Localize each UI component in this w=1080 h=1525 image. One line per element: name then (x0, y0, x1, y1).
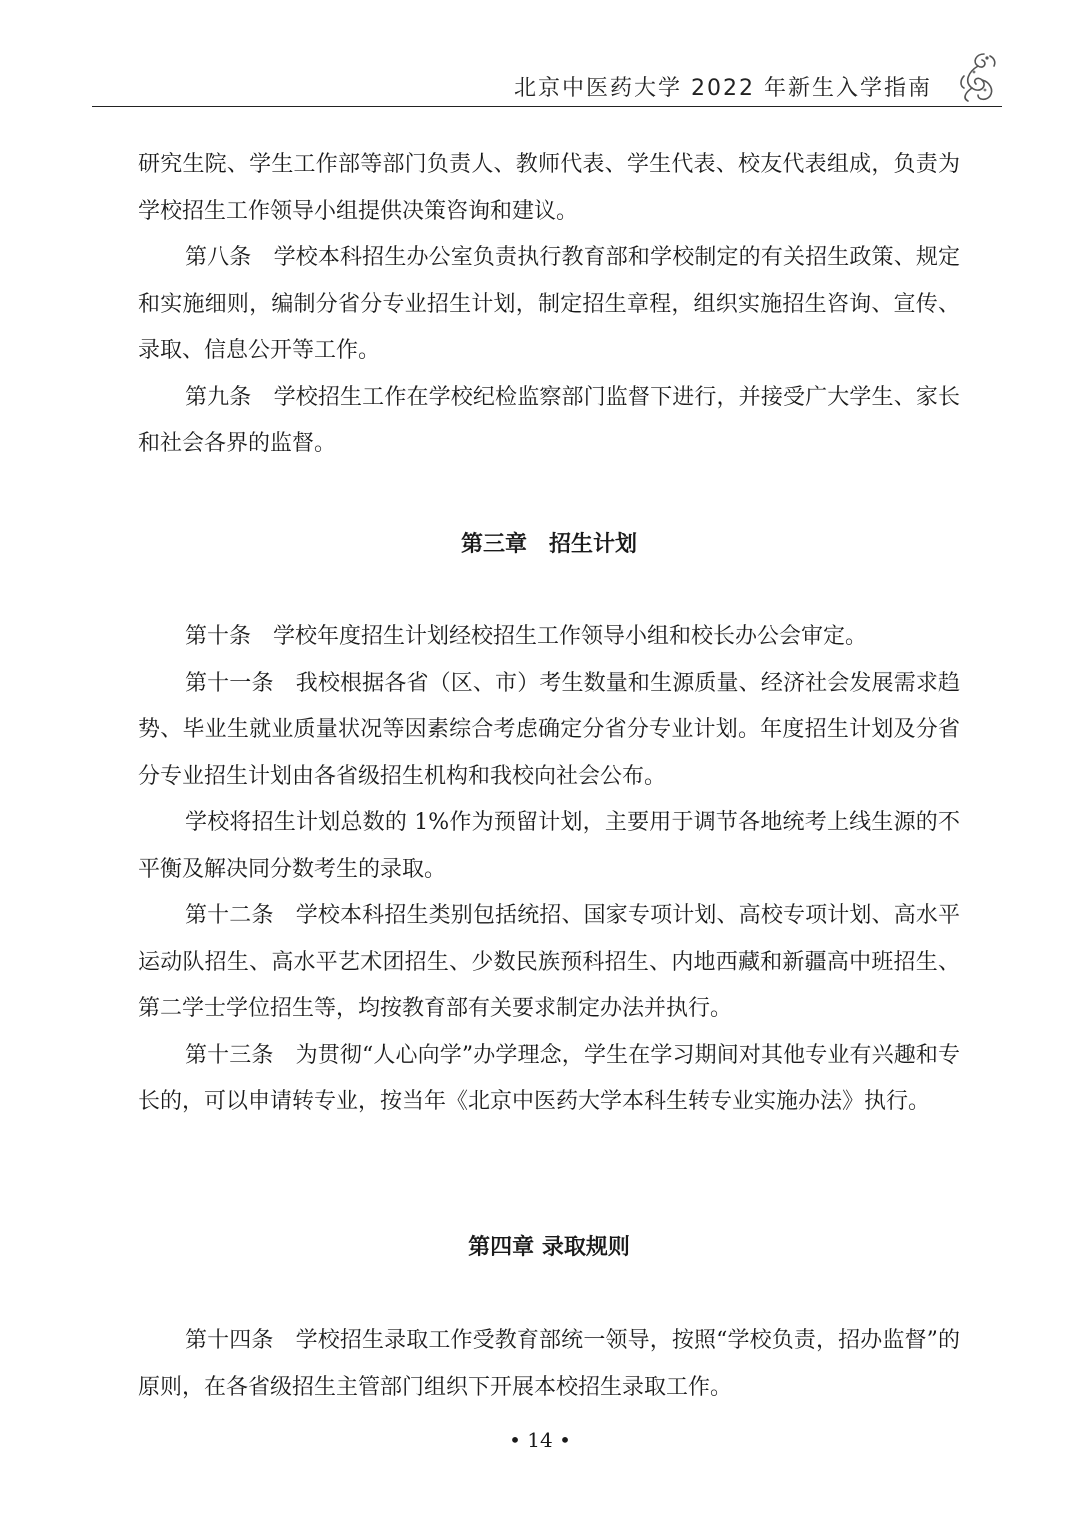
chapter-3-heading: 第三章 招生计划 (460, 532, 637, 557)
paragraph-article-10: 第十条 学校年度招生计划经校招生工作领导小组和校长办公会审定。 (185, 624, 868, 649)
body-block-1 (138, 142, 960, 468)
floral-scroll-icon (954, 50, 1000, 104)
paragraph-article-13: 第十三条 为贯彻“人心向学”办学理念，学生在学习期间对其他专业有兴趣和专长的，可以申请转专业，按当年《北京中医药大学本科生转专业实施办法》执行。 (138, 1042, 960, 1114)
page-number: • 14 • (509, 1428, 571, 1452)
paragraph-committee-continued: 研究生院、学生工作部等部门负责人、教师代表、学生代表、校友代表组成，负责为学校招生工作领导小组提供决策咨询和建议。 (138, 152, 960, 224)
paragraph-article-14: 第十四条 学校招生录取工作受教育部统一领导，按照“学校负责，招办监督”的原则，在各省级招生主管部门组织下开展本校招生录取工作。 (138, 1328, 960, 1400)
paragraph-article-9: 第九条 学校招生工作在学校纪检监察部门监督下进行，并接受广大学生、家长和社会各界的监督。 (138, 384, 960, 456)
chapter-4-heading: 第四章 录取规则 (468, 1235, 630, 1260)
paragraph-article-12: 第十二条 学校本科招生类别包括统招、国家专项计划、高校专项计划、高水平运动队招生、高水平艺术团招生、少数民族预科招生、内地西藏和新疆高中班招生、第二学士学位招生等，均按教育部有关要求制定办法并执行。 (138, 903, 960, 1021)
paragraph-reserved-plan: 学校将招生计划总数的 1%作为预留计划，主要用于调节各地统考上线生源的不平衡及解决同分数考生的录取。 (138, 810, 960, 882)
paragraph-article-11: 第十一条 我校根据各省（区、市）考生数量和生源质量、经济社会发展需求趋势、毕业生就业质量状况等因素综合考虑确定分省分专业计划。年度招生计划及分省分专业招生计划由各省级招生机构和我校向社会公布。 (138, 670, 960, 789)
paragraph-article-8: 第八条 学校本科招生办公室负责执行教育部和学校制定的有关招生政策、规定和实施细则，编制分省分专业招生计划，制定招生章程，组织实施招生咨询、宣传、录取、信息公开等工作。 (138, 245, 960, 363)
body-block-3 (138, 1318, 960, 1411)
header-title: 北京中医药大学 2022 年新生入学指南 (514, 76, 932, 101)
page-header (92, 48, 1002, 107)
body-block-2 (138, 614, 960, 1126)
